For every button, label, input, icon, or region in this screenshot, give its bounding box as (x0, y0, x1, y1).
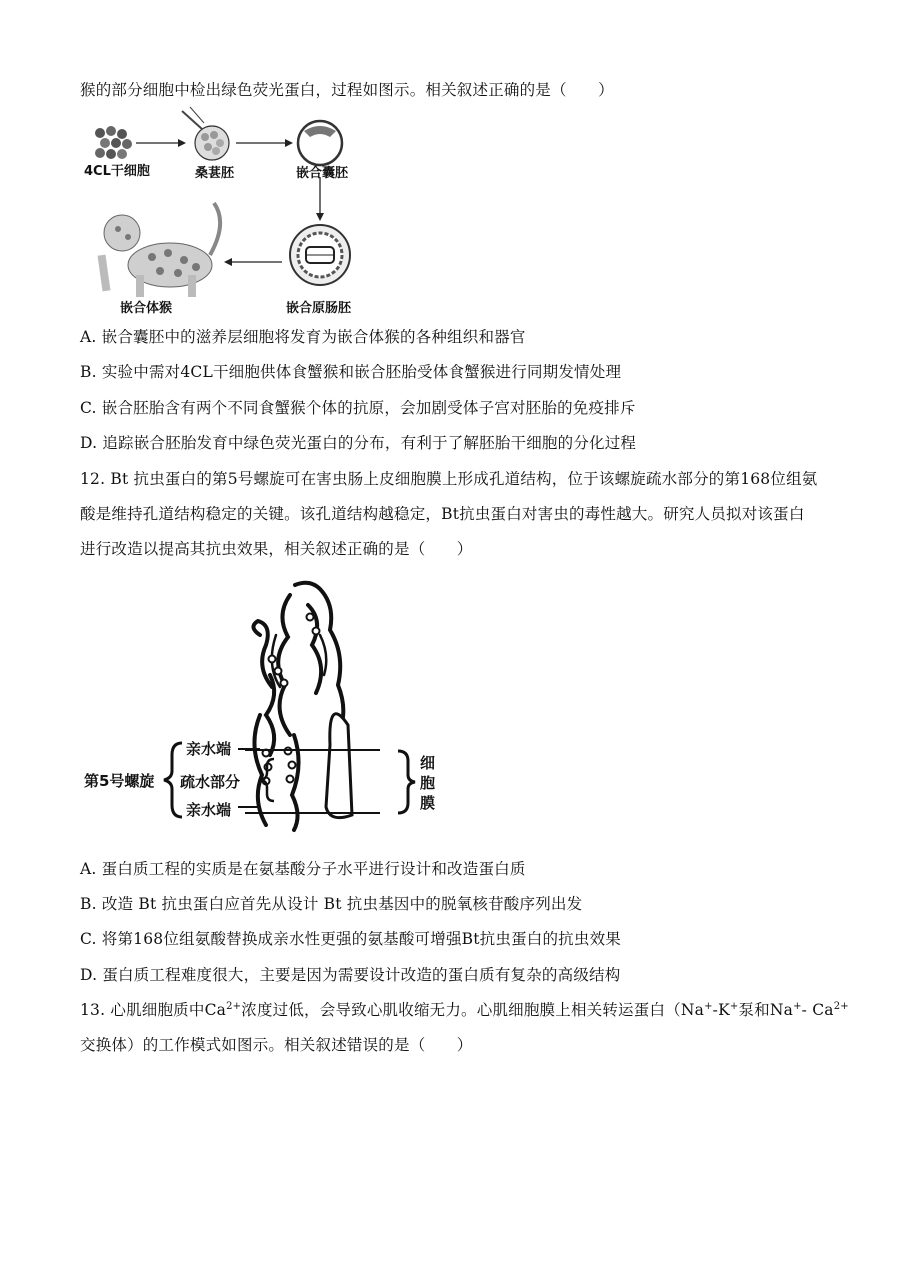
q12-option-c: C. 将第168位组氨酸替换成亲水性更强的氨基酸可增强Bt抗虫蛋白的抗虫效果 (80, 930, 621, 948)
q12-stem-line-1: 12. Bt 抗虫蛋白的第5号螺旋可在害虫肠上皮细胞膜上形成孔道结构，位于该螺旋疏水部分的第168位组氨 (80, 470, 818, 488)
q12-option-b: B. 改造 Bt 抗虫蛋白应首先从设计 Bt 抗虫基因中的脱氧核苷酸序列出发 (80, 895, 583, 913)
label-morula: 桑葚胚 (195, 166, 235, 181)
q12-option-d: D. 蛋白质工程难度很大，主要是因为需要设计改造的蛋白质有复杂的高级结构 (80, 966, 621, 984)
label-blastocyst: 嵌合囊胚 (296, 166, 349, 181)
stem-cells-icon (95, 126, 132, 159)
blastocyst-icon (298, 121, 342, 165)
membrane-loop (326, 714, 352, 818)
chimeric-monkey-icon (98, 203, 221, 297)
label-membrane-2: 胞 (420, 774, 436, 792)
membrane-brace (398, 751, 415, 813)
q12-figure (80, 575, 450, 835)
label-membrane-1: 细 (420, 754, 436, 772)
q11-option-d: D. 追踪嵌合胚胎发育中绿色荧光蛋白的分布，有利于了解胚胎干细胞的分化过程 (80, 434, 637, 452)
q13-stem-line-2: 交换体）的工作模式如图示。相关叙述错误的是（ ） (80, 1036, 473, 1054)
q12-stem-line-2: 酸是维持孔道结构稳定的关键。该孔道结构越稳定，Bt抗虫蛋白对害虫的毒性越大。研究人员拟对该蛋白 (80, 505, 805, 523)
q11-option-a: A. 嵌合囊胚中的滋养层细胞将发育为嵌合体猴的各种组织和器官 (80, 328, 526, 346)
q12-option-a: A. 蛋白质工程的实质是在氨基酸分子水平进行设计和改造蛋白质 (80, 860, 526, 878)
morula-icon (182, 107, 229, 160)
label-hydrophilic-top: 亲水端 (186, 740, 232, 758)
label-hydrophobic: 疏水部分 (180, 773, 241, 791)
q11-stem-tail: 猴的部分细胞中检出绿色荧光蛋白，过程如图示。相关叙述正确的是（ ） (80, 81, 614, 99)
label-hydrophilic-bottom: 亲水端 (186, 801, 232, 819)
q12-stem-line-3: 进行改造以提高其抗虫效果，相关叙述正确的是（ ） (80, 540, 473, 558)
q13-stem-line-1: 13. 心肌细胞质中$Ca^{2+}$浓度过低，会导致心肌收缩无力。心肌细胞膜上相关转运蛋白（Na+-K+泵和Na+- $Ca^{2+}$ (80, 1000, 849, 1019)
label-helix-5: 第5号螺旋 (84, 772, 155, 790)
gastrula-icon (290, 225, 350, 285)
label-membrane-3: 膜 (420, 794, 436, 812)
label-chimeric-monkey: 嵌合体猴 (120, 301, 173, 316)
q11-option-c: C. 嵌合胚胎含有两个不同食蟹猴个体的抗原，会加剧受体子宫对胚胎的免疫排斥 (80, 399, 636, 417)
label-stem-cells: 4CL干细胞 (84, 164, 150, 179)
q11-figure (80, 105, 380, 320)
label-gastrula: 嵌合原肠胚 (286, 301, 352, 316)
q11-option-b: B. 实验中需对4CL干细胞供体食蟹猴和嵌合胚胎受体食蟹猴进行同期发情处理 (80, 363, 622, 381)
